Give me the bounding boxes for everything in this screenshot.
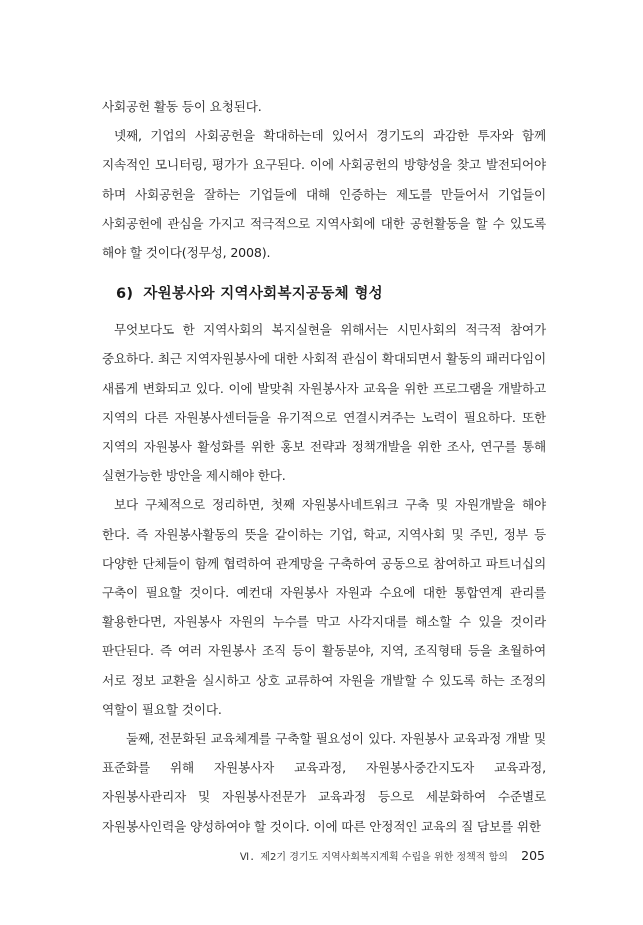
section-number: 6) (116, 286, 134, 303)
section-heading (102, 279, 546, 309)
paragraph-continuation: 사회공헌 활동 등이 요청된다. (102, 99, 262, 114)
section-title: 자원봉사와 지역사회복지공동체 형성 (143, 286, 383, 303)
paragraph-first-network: 보다 구체적으로 정리하면, 첫째 자원봉사네트워크 구축 및 자원개발을 해야 한다. 즉 자원봉사활동의 뜻을 같이하는 기업, 학교, 지역사회 및 주민, 정부 등 다양한 단체들이 함께 협력하여 관계망을 구축하여 공동으로 참여하고 파트너십의 구축이 필요할 것이다. 예컨대 자원봉사 자원과 수요에 대한 통합연계 관리를 활용한다면, 자원봉사 자원의 누수를 막고 사각지대를 해소할 수 있을 것이라 판단된다. 즉 여러 자원봉사 조직 등이 활동분야, 지역, 조직형태 등을 초월하여 서로 정보 교환을 실시하고 상호 교류하여 자원을 개발할 수 있도록 하는 조정의 역할이 필요할 것이다. (102, 497, 546, 717)
footer-chapter: Ⅵ. (239, 852, 256, 863)
paragraph-second-education: 둘째, 전문화된 교육체계를 구축할 필요성이 있다. 자원봉사 교육과정 개발 및 표준화를 위해 자원봉사자 교육과정, 자원봉사중간지도자 교육과정, 자원봉사관리자 및 자원봉사전문가 교육과정 등으로 세분화하여 수준별로 자원봉사인력을 양성하여야 할 것이다. 이에 따른 안정적인 교육의 질 담보를 위한 (102, 731, 546, 834)
footer-title: 제2기 경기도 지역사회복지계획 수립을 위한 정책적 함의 (260, 852, 508, 863)
paragraph-fourth-point: 넷째, 기업의 사회공헌을 확대하는데 있어서 경기도의 과감한 투자와 함께 지속적인 모니터링, 평가가 요구된다. 이에 사회공헌의 방향성을 찾고 발전되어야 하며 사회공헌을 잘하는 기업들에 대해 인증하는 제도를 만들어서 기업들이 사회공헌에 관심을 가지고 적극적으로 지역사회에 대한 공헌활동을 할 수 있도록 해야 할 것이다(정무성, 2008). (102, 128, 546, 261)
page-body (102, 92, 546, 841)
page-number: 205 (521, 848, 545, 863)
page-footer (240, 848, 545, 863)
paragraph-civic-participation: 무엇보다도 한 지역사회의 복지실현을 위해서는 시민사회의 적극적 참여가 중요하다. 최근 지역자원봉사에 대한 사회적 관심이 확대되면서 활동의 패러다임이 새롭게 변화되고 있다. 이에 발맞춰 자원봉사자 교육을 위한 프로그램을 개발하고 지역의 다른 자원봉사센터들을 유기적으로 연결시켜주는 노력이 필요하다. 또한 지역의 자원봉사 활성화를 위한 홍보 전략과 정책개발을 위한 조사, 연구를 통해 실현가능한 방안을 제시해야 한다. (102, 322, 546, 484)
